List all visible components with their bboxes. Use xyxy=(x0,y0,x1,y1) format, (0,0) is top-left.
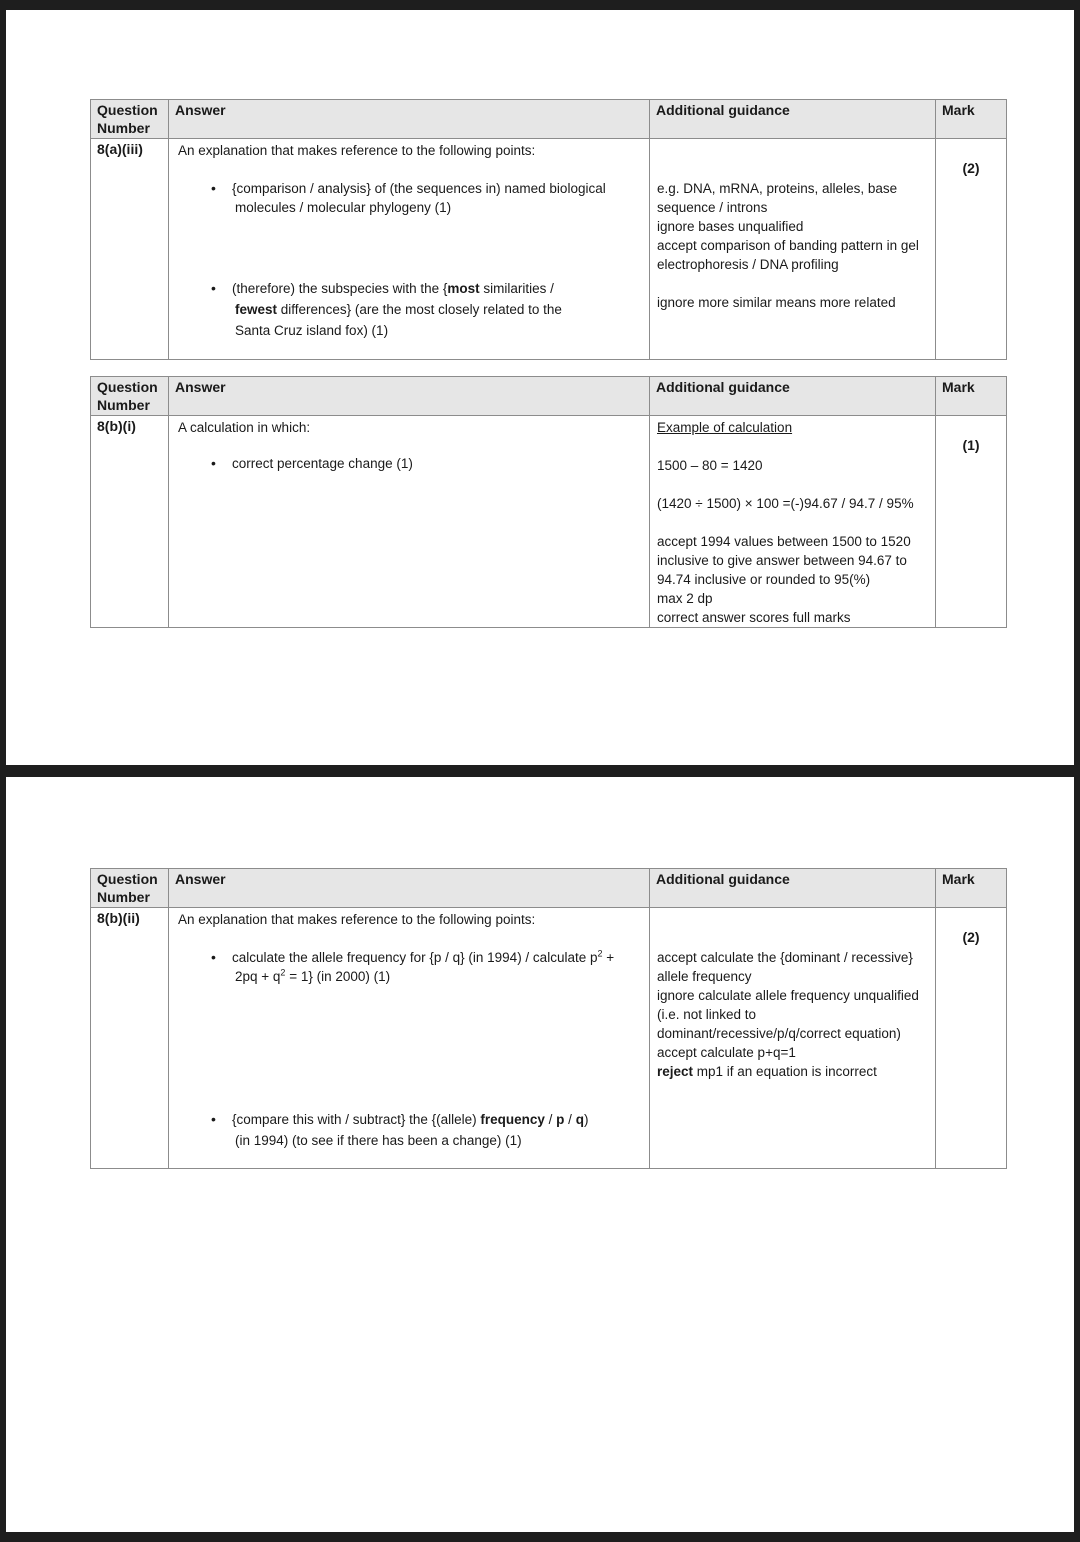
header-mark: Mark xyxy=(936,100,1007,139)
answer-point-2 xyxy=(178,1110,641,1150)
point-text: molecules / molecular phylogeny (1) xyxy=(235,200,452,215)
table-row xyxy=(91,416,1007,628)
bold-term: most xyxy=(447,281,480,296)
mark-scheme-table-8a-iii xyxy=(90,99,1007,360)
header-answer: Answer xyxy=(169,869,650,908)
answer-point-2 xyxy=(178,279,641,340)
guidance-line: e.g. DNA, mRNA, proteins, alleles, base sequence / introns xyxy=(657,181,898,215)
point-text: 2pq + q xyxy=(235,969,281,984)
guidance-line: ignore bases unqualified xyxy=(657,219,804,234)
point-text: Santa Cruz island fox) (1) xyxy=(235,323,389,338)
point-text: differences} (are the most closely related to the xyxy=(277,302,562,317)
point-text: {compare this with / subtract} the {(allele) xyxy=(232,1112,481,1127)
answer-cell xyxy=(169,908,650,1169)
answer-intro: An explanation that makes reference to the following points: xyxy=(178,143,536,158)
page-2 xyxy=(6,777,1074,1532)
header-mark: Mark xyxy=(936,869,1007,908)
header-guidance: Additional guidance xyxy=(650,377,936,416)
table-header-row xyxy=(91,100,1007,139)
guidance-line: 1500 – 80 = 1420 xyxy=(657,458,763,473)
header-guidance: Additional guidance xyxy=(650,100,936,139)
point-text: (in 1994) (to see if there has been a change) (1) xyxy=(235,1133,522,1148)
guidance-line: accept 1994 values between 1500 to 1520 inclusive to give answer between 94.67 to 94.74 inclusive or rounded to 95(%) xyxy=(657,534,911,587)
header-question-number: Question Number xyxy=(91,869,169,908)
point-text: (therefore) the subspecies with the { xyxy=(232,281,448,296)
guidance-cell xyxy=(650,416,936,628)
answer-cell xyxy=(169,139,650,360)
superscript: 2 xyxy=(280,967,286,978)
mark-value: (1) xyxy=(936,416,1007,628)
guidance-line: ignore more similar means more related xyxy=(657,295,896,310)
point-text: calculate the allele frequency for {p / q} (in 1994) / calculate p xyxy=(232,950,598,965)
table-row xyxy=(91,139,1007,360)
guidance-line: accept calculate p+q=1 xyxy=(657,1045,796,1060)
point-text: ) xyxy=(583,1112,589,1127)
header-question-number: Question Number xyxy=(91,100,169,139)
point-text: similarities / xyxy=(479,281,554,296)
mark-scheme-table-8b-i xyxy=(90,376,1007,628)
page-1 xyxy=(6,10,1074,765)
bold-term: frequency xyxy=(480,1112,545,1127)
bold-term: q xyxy=(575,1112,584,1127)
mark-value: (2) xyxy=(936,139,1007,360)
guidance-line: (1420 ÷ 1500) × 100 =(-)94.67 / 94.7 / 95% xyxy=(657,496,914,511)
table-row xyxy=(91,908,1007,1169)
answer-point-1 xyxy=(178,454,641,473)
header-answer: Answer xyxy=(169,377,650,416)
point-text: / xyxy=(544,1112,557,1127)
answer-intro: A calculation in which: xyxy=(178,420,311,435)
header-question-number: Question Number xyxy=(91,377,169,416)
guidance-title: Example of calculation xyxy=(657,420,793,435)
guidance-line: correct answer scores full marks xyxy=(657,610,851,625)
guidance-line: accept comparison of banding pattern in gel electrophoresis / DNA profiling xyxy=(657,238,919,272)
bold-term: fewest xyxy=(235,302,278,317)
point-text: • {comparison / analysis} of (the sequences in) named biological xyxy=(232,181,606,196)
answer-intro: An explanation that makes reference to the following points: xyxy=(178,912,536,927)
question-number: 8(b)(i) xyxy=(91,416,169,628)
table-header-row xyxy=(91,869,1007,908)
answer-cell xyxy=(169,416,650,628)
guidance-cell xyxy=(650,908,936,1169)
mark-scheme-table-8b-ii xyxy=(90,868,1007,1169)
guidance-line xyxy=(657,1062,928,1081)
question-number: 8(b)(ii) xyxy=(91,908,169,1169)
superscript: 2 xyxy=(597,948,603,959)
bold-term: p xyxy=(556,1112,565,1127)
guidance-line: accept calculate the {dominant / recessive} allele frequency xyxy=(657,950,913,984)
point-text: + xyxy=(602,950,615,965)
header-mark: Mark xyxy=(936,377,1007,416)
bold-term: reject xyxy=(657,1064,694,1079)
header-guidance: Additional guidance xyxy=(650,869,936,908)
answer-point-1 xyxy=(178,179,641,217)
guidance-text: mp1 if an equation is incorrect xyxy=(693,1064,877,1079)
guidance-line: ignore calculate allele frequency unqualified (i.e. not linked to dominant/recessive/p/q/correct equation) xyxy=(657,988,919,1041)
point-text: • correct percentage change (1) xyxy=(232,456,413,471)
mark-value: (2) xyxy=(936,908,1007,1169)
question-number: 8(a)(iii) xyxy=(91,139,169,360)
point-text: = 1} (in 2000) (1) xyxy=(285,969,391,984)
point-text: / xyxy=(564,1112,576,1127)
header-answer: Answer xyxy=(169,100,650,139)
answer-point-1 xyxy=(178,948,641,986)
guidance-cell xyxy=(650,139,936,360)
table-header-row xyxy=(91,377,1007,416)
guidance-line: max 2 dp xyxy=(657,591,713,606)
